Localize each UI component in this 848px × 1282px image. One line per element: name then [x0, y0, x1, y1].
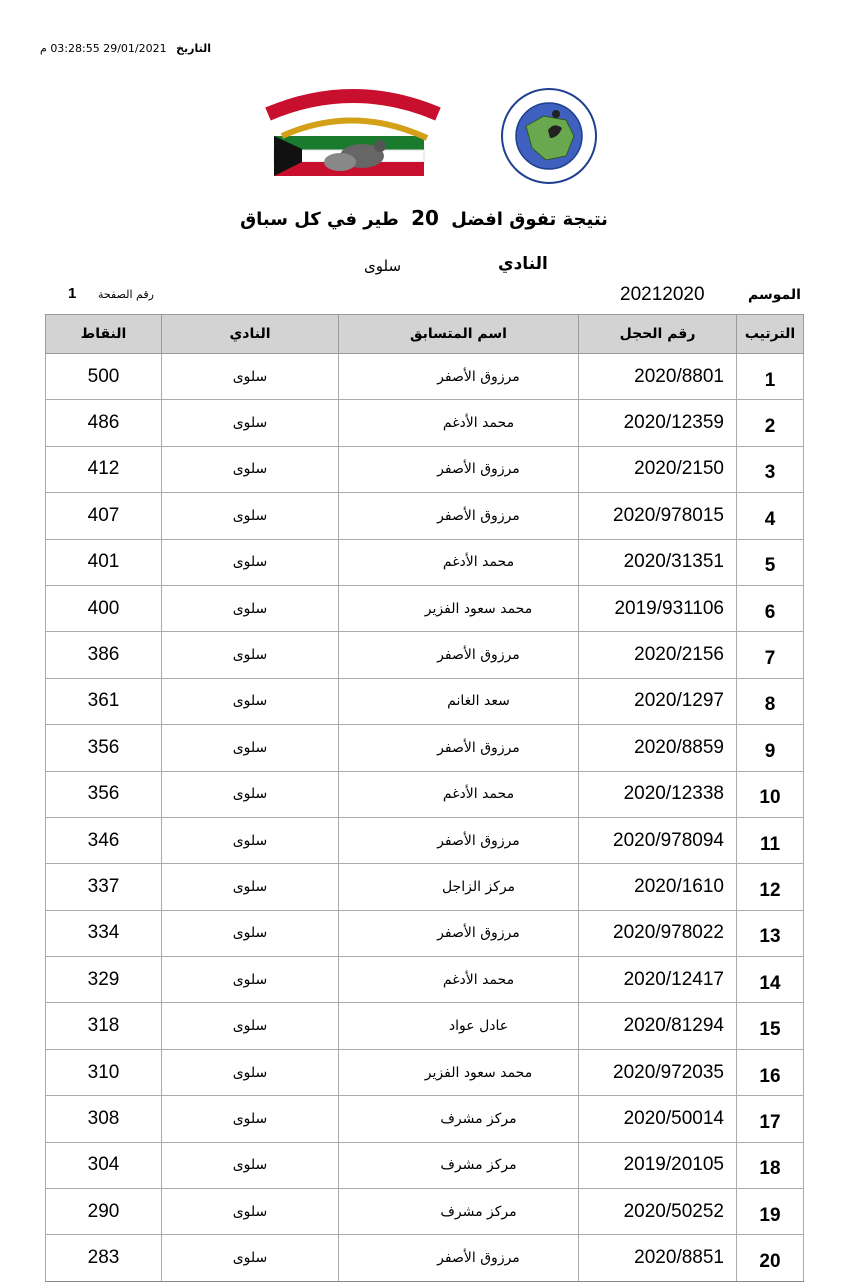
- page-number-value: 1: [68, 285, 77, 302]
- club-cell: سلوى: [162, 910, 339, 956]
- ring-cell: 2020/12338: [579, 771, 737, 817]
- table-row: [46, 446, 804, 492]
- table-row: [46, 1003, 804, 1049]
- table-row: [46, 1235, 804, 1281]
- club-cell: سلوى: [162, 1096, 339, 1142]
- points-cell: 334: [46, 910, 162, 956]
- club-cell: سلوى: [162, 1142, 339, 1188]
- season-value: 20212020: [620, 284, 705, 305]
- name-cell: مرزوق الأصفر: [339, 632, 579, 678]
- club-logo: [262, 84, 444, 188]
- ring-cell: 2020/50014: [579, 1096, 737, 1142]
- rank-cell: 12: [737, 864, 804, 910]
- points-cell: 356: [46, 771, 162, 817]
- table-row: [46, 493, 804, 539]
- rank-cell: 19: [737, 1189, 804, 1235]
- ring-cell: 2020/1297: [579, 678, 737, 724]
- club-cell: سلوى: [162, 493, 339, 539]
- name-cell: محمد الأدغم: [339, 957, 579, 1003]
- page-number-label: رقم الصفحة: [98, 288, 154, 301]
- ring-cell: 2019/931106: [579, 585, 737, 631]
- points-cell: 361: [46, 678, 162, 724]
- rank-cell: 20: [737, 1235, 804, 1281]
- rank-cell: 10: [737, 771, 804, 817]
- name-cell: مركز مشرف: [339, 1142, 579, 1188]
- table-row: [46, 1049, 804, 1095]
- ring-cell: 2020/2156: [579, 632, 737, 678]
- club-cell: سلوى: [162, 585, 339, 631]
- name-cell: محمد الأدغم: [339, 771, 579, 817]
- col-header-ring: رقم الحجل: [579, 315, 737, 354]
- title-part-2: طير في كل سباق: [240, 209, 399, 230]
- points-cell: 386: [46, 632, 162, 678]
- name-cell: محمد سعود الفزير: [339, 585, 579, 631]
- name-cell: مركز مشرف: [339, 1096, 579, 1142]
- rank-cell: 3: [737, 446, 804, 492]
- club-cell: سلوى: [162, 725, 339, 771]
- points-cell: 400: [46, 585, 162, 631]
- points-cell: 337: [46, 864, 162, 910]
- rank-cell: 14: [737, 957, 804, 1003]
- rank-cell: 17: [737, 1096, 804, 1142]
- rank-cell: 4: [737, 493, 804, 539]
- rank-cell: 5: [737, 539, 804, 585]
- rank-cell: 8: [737, 678, 804, 724]
- col-header-points: النقاط: [46, 315, 162, 354]
- col-header-rank: الترتيب: [737, 315, 804, 354]
- title-part-1: نتيجة تفوق افضل: [451, 209, 608, 230]
- table-row: [46, 817, 804, 863]
- table-row: [46, 1142, 804, 1188]
- ring-cell: 2020/8851: [579, 1235, 737, 1281]
- table-row: [46, 632, 804, 678]
- rank-cell: 6: [737, 585, 804, 631]
- name-cell: مرزوق الأصفر: [339, 1235, 579, 1281]
- table-row: [46, 585, 804, 631]
- name-cell: محمد الأدغم: [339, 539, 579, 585]
- table-row: [46, 771, 804, 817]
- points-cell: 283: [46, 1235, 162, 1281]
- rank-cell: 1: [737, 354, 804, 400]
- club-cell: سلوى: [162, 864, 339, 910]
- points-cell: 486: [46, 400, 162, 446]
- name-cell: مرزوق الأصفر: [339, 493, 579, 539]
- club-cell: سلوى: [162, 354, 339, 400]
- points-cell: 304: [46, 1142, 162, 1188]
- col-header-club: النادي: [162, 315, 339, 354]
- rank-cell: 2: [737, 400, 804, 446]
- rank-cell: 18: [737, 1142, 804, 1188]
- club-cell: سلوى: [162, 771, 339, 817]
- points-cell: 308: [46, 1096, 162, 1142]
- club-cell: سلوى: [162, 1189, 339, 1235]
- club-cell: سلوى: [162, 1235, 339, 1281]
- points-cell: 346: [46, 817, 162, 863]
- ring-cell: 2020/2150: [579, 446, 737, 492]
- name-cell: محمد سعود الفزير: [339, 1049, 579, 1095]
- table-row: [46, 725, 804, 771]
- col-header-name: اسم المتسابق: [339, 315, 579, 354]
- points-cell: 407: [46, 493, 162, 539]
- ring-cell: 2020/978022: [579, 910, 737, 956]
- table-row: [46, 539, 804, 585]
- ring-cell: 2020/978015: [579, 493, 737, 539]
- ring-cell: 2020/972035: [579, 1049, 737, 1095]
- name-cell: مركز مشرف: [339, 1189, 579, 1235]
- club-cell: سلوى: [162, 678, 339, 724]
- title-number: 20: [411, 206, 439, 230]
- table-body: [46, 354, 804, 1282]
- name-cell: مرزوق الأصفر: [339, 354, 579, 400]
- points-cell: 310: [46, 1049, 162, 1095]
- table-row: [46, 910, 804, 956]
- table-row: [46, 957, 804, 1003]
- club-value: سلوى: [364, 257, 402, 275]
- points-cell: 401: [46, 539, 162, 585]
- club-cell: سلوى: [162, 817, 339, 863]
- ring-cell: 2020/1610: [579, 864, 737, 910]
- points-cell: 290: [46, 1189, 162, 1235]
- ring-cell: 2020/8801: [579, 354, 737, 400]
- rank-cell: 11: [737, 817, 804, 863]
- club-cell: سلوى: [162, 446, 339, 492]
- report-title: [0, 206, 848, 230]
- table-row: [46, 400, 804, 446]
- ring-cell: 2020/12417: [579, 957, 737, 1003]
- rank-cell: 13: [737, 910, 804, 956]
- table-row: [46, 864, 804, 910]
- table-header-row: [46, 315, 804, 354]
- points-cell: 329: [46, 957, 162, 1003]
- table-row: [46, 678, 804, 724]
- club-cell: سلوى: [162, 957, 339, 1003]
- rank-cell: 16: [737, 1049, 804, 1095]
- ring-cell: 2020/31351: [579, 539, 737, 585]
- club-cell: سلوى: [162, 539, 339, 585]
- name-cell: مركز الزاجل: [339, 864, 579, 910]
- rank-cell: 9: [737, 725, 804, 771]
- ring-cell: 2020/978094: [579, 817, 737, 863]
- club-cell: سلوى: [162, 1049, 339, 1095]
- name-cell: مرزوق الأصفر: [339, 446, 579, 492]
- ring-cell: 2020/50252: [579, 1189, 737, 1235]
- club-label: النادي: [498, 254, 548, 274]
- name-cell: مرزوق الأصفر: [339, 817, 579, 863]
- season-label: الموسم: [748, 287, 801, 303]
- results-table: [45, 314, 803, 1282]
- ring-cell: 2020/81294: [579, 1003, 737, 1049]
- points-cell: 356: [46, 725, 162, 771]
- club-cell: سلوى: [162, 1003, 339, 1049]
- name-cell: عادل عواد: [339, 1003, 579, 1049]
- points-cell: 318: [46, 1003, 162, 1049]
- rank-cell: 15: [737, 1003, 804, 1049]
- name-cell: مرزوق الأصفر: [339, 910, 579, 956]
- date-value: 29/01/2021 03:28:55 م: [40, 42, 167, 55]
- points-cell: 500: [46, 354, 162, 400]
- table-row: [46, 1096, 804, 1142]
- table-row: [46, 354, 804, 400]
- ring-cell: 2020/12359: [579, 400, 737, 446]
- table-row: [46, 1189, 804, 1235]
- name-cell: سعد الغانم: [339, 678, 579, 724]
- ring-cell: 2019/20105: [579, 1142, 737, 1188]
- club-cell: سلوى: [162, 632, 339, 678]
- name-cell: محمد الأدغم: [339, 400, 579, 446]
- ring-cell: 2020/8859: [579, 725, 737, 771]
- club-cell: سلوى: [162, 400, 339, 446]
- federation-logo: [486, 86, 612, 186]
- date-label: التاريخ: [176, 42, 212, 55]
- rank-cell: 7: [737, 632, 804, 678]
- name-cell: مرزوق الأصفر: [339, 725, 579, 771]
- points-cell: 412: [46, 446, 162, 492]
- print-date: [40, 42, 211, 55]
